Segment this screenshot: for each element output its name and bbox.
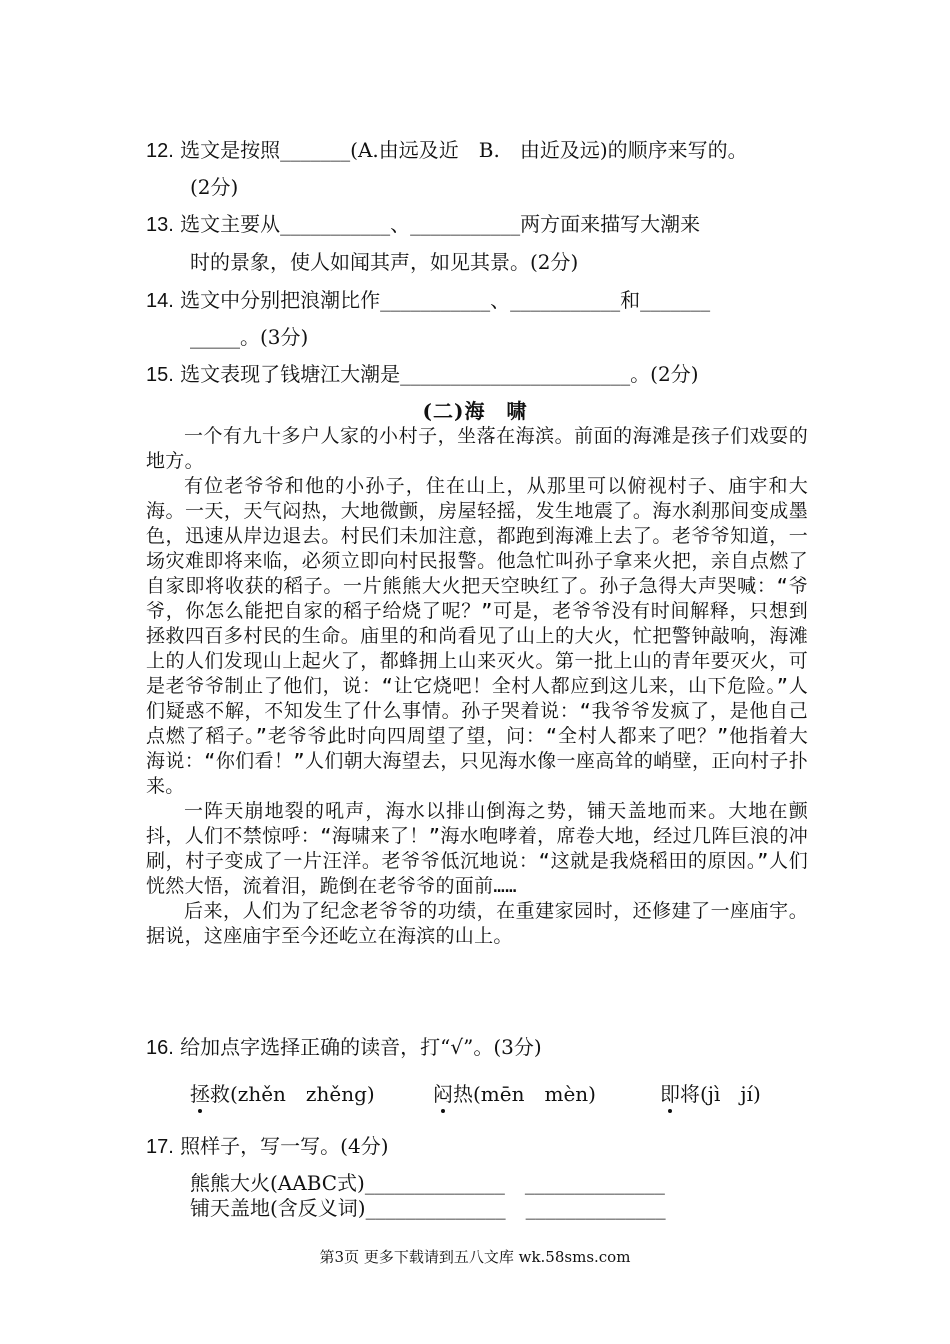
dotted-character: 闷 (433, 1082, 453, 1106)
dotted-character: 拯 (190, 1082, 210, 1106)
question-14-continuation: _____。(3分) (190, 325, 309, 349)
question-number: 12. (146, 140, 174, 162)
question-number: 14. (146, 290, 174, 312)
question-16 (146, 1035, 542, 1060)
dotted-character: 即 (660, 1082, 680, 1106)
question-number: 16. (146, 1037, 174, 1059)
question-13 (146, 212, 700, 237)
question-number: 17. (146, 1136, 174, 1158)
question-text: 选文主要从___________、___________两方面来描写大潮来 (180, 212, 701, 236)
passage-paragraph: 后来，人们为了纪念老爷爷的功绩，在重建家园时，还修建了一座庙宇。据说，这座庙宇至今还屹立在海滨的山上。 (146, 900, 808, 947)
question-17-line-1: 熊熊大火(AABC式)______________ ______________ (190, 1171, 665, 1195)
question-12-continuation: (2分) (190, 175, 239, 199)
passage-paragraph: 一个有九十多户人家的小村子，坐落在海滨。前面的海滩是孩子们戏耍的地方。 (146, 425, 808, 472)
question-number: 15. (146, 364, 174, 386)
passage-title: (二)海 啸 (422, 399, 528, 423)
question-number: 13. (146, 214, 174, 236)
pinyin-option (190, 1082, 375, 1106)
passage-paragraph: 有位老爷爷和他的小孙子，住在山上，从那里可以俯视村子、庙宇和大海。一天，天气闷热，大地微颤，房屋轻摇，发生地震了。海水刹那间变成墨色，迅速从岸边退去。村民们未加注意，都跑到海滩上去了。老爷爷知道，一场灾难即将来临，必须立即向村民报警。他急忙叫孙子拿来火把，亲自点燃了自家即将收获的稻子。一片熊熊大火把天空映红了。孙子急得大声哭喊：“爷爷，你怎么能把自家的稻子给烧了呢？”可是，老爷爷没有时间解释，只想到拯救四百多村民的生命。庙里的和尚看见了山上的大火，忙把警钟敲响，海滩上的人们发现山上起火了，都蜂拥上山来灭火。第一批上山的青年要灭火，可是老爷爷制止了他们，说：“让它烧吧！全村人都应到这儿来，山下危险。”人们疑惑不解，不知发生了什么事情。孙子哭着说：“我爷爷发疯了，是他自己点燃了稻子。”老爷爷此时向四周望了望，问：“全村人都来了吧？”他指着大海说：“你们看！”人们朝大海望去，只见海水像一座高耸的峭壁，正向村子扑来。 (146, 475, 808, 797)
option-text: 将(jì jí) (680, 1082, 761, 1106)
passage-body (146, 424, 808, 949)
question-12 (146, 138, 748, 163)
pinyin-option (660, 1082, 761, 1106)
passage-paragraph: 一阵天崩地裂的吼声，海水以排山倒海之势，铺天盖地而来。大地在颤抖，人们不禁惊呼：“海啸来了！”海水咆哮着，席卷大地，经过几阵巨浪的冲刷，村子变成了一片汪洋。老爷爷低沉地说：“这就是我烧稻田的原因。”人们恍然大悟，流着泪，跪倒在老爷爷的面前…… (146, 800, 808, 897)
pinyin-option (433, 1082, 596, 1106)
question-13-continuation: 时的景象，使人如闻其声，如见其景。(2分) (190, 250, 579, 274)
option-text: 热(mēn mèn) (453, 1082, 596, 1106)
question-17-line-2: 铺天盖地(含反义词)______________ ______________ (190, 1196, 666, 1220)
option-text: 救(zhěn zhěng) (210, 1082, 375, 1106)
page-footer: 第3页 更多下载请到五八文库 wk.58sms.com (319, 1248, 631, 1266)
question-text: 照样子，写一写。(4分) (180, 1134, 389, 1158)
question-text: 选文表现了钱塘江大潮是_______________________。(2分) (180, 362, 699, 386)
question-15 (146, 362, 699, 387)
question-text: 给加点字选择正确的读音，打“√”。(3分) (180, 1035, 542, 1059)
question-text: 选文是按照_______(A.由远及近 B. 由近及远)的顺序来写的。 (180, 138, 748, 162)
question-text: 选文中分别把浪潮比作___________、___________和_______ (180, 288, 711, 312)
question-14 (146, 288, 710, 313)
question-17 (146, 1134, 389, 1159)
